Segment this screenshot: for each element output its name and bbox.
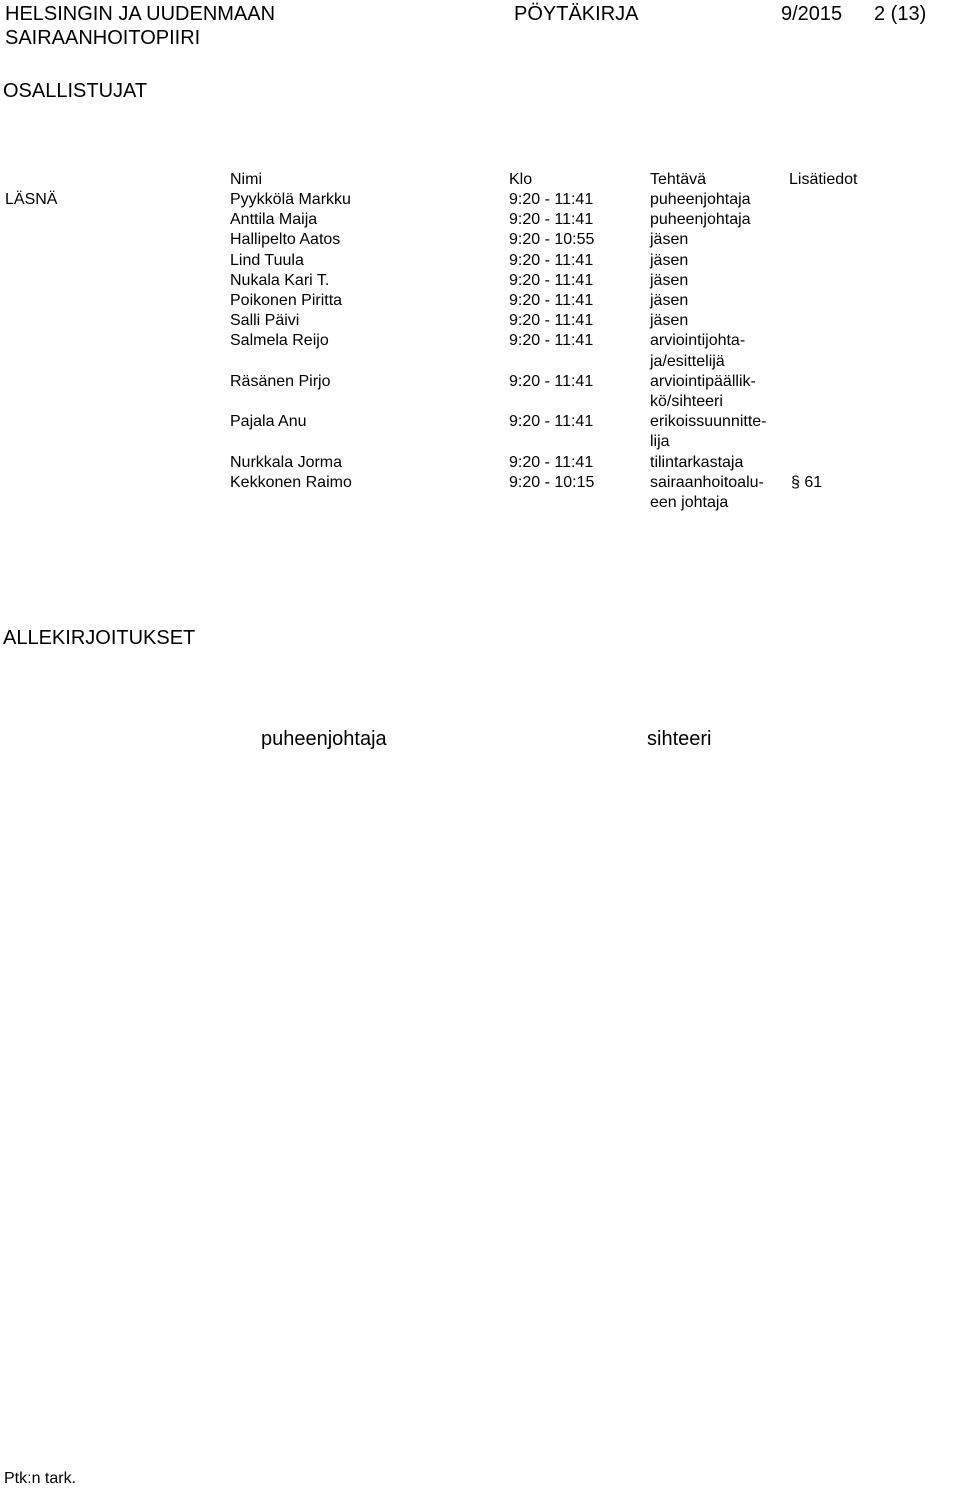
column-header-name: Nimi [230,171,262,188]
participant-role: puheenjohtaja [650,211,751,229]
participant-role: jäsen [650,312,689,330]
participant-role: ja/esittelijä [650,352,725,370]
participant-role: lija [650,433,670,451]
participant-name: Räsänen Pirjo [230,372,331,390]
participant-name: Salli Päivi [230,312,300,330]
participant-name: Poikonen Piritta [230,292,343,309]
participant-role: puheenjohtaja [650,191,751,208]
participant-role: jäsen [650,251,689,269]
participant-role: tilintarkastaja [650,453,744,471]
column-header-notes: Lisätiedot [789,171,858,188]
participant-time: 9:20 - 11:41 [509,271,594,289]
section-title-signatures: ALLEKIRJOITUKSET [3,627,196,649]
page-number: 2 (13) [874,3,927,25]
signature-label-chair: puheenjohtaja [261,728,387,750]
participant-time: 9:20 - 11:41 [509,332,594,350]
participant-name: Nurkkala Jorma [230,453,343,471]
participant-name: Anttila Maija [230,211,318,229]
participant-role: een johtaja [650,494,729,511]
signature-label-secretary: sihteeri [647,728,712,750]
minutes-checked-label: Ptk:n tark. [4,1470,77,1487]
org-name-line1: HELSINGIN JA UUDENMAAN [5,3,276,25]
participant-time: 9:20 - 10:55 [509,231,595,249]
doc-number: 9/2015 [781,3,843,25]
participant-name: Salmela Reijo [230,332,329,350]
participant-time: 9:20 - 11:41 [509,453,594,471]
participant-name: Nukala Kari T. [230,271,330,289]
participant-notes: § 61 [791,473,823,491]
participant-role: arviointijohta- [650,332,746,350]
participant-role: jäsen [650,231,689,249]
participant-time: 9:20 - 10:15 [509,473,595,491]
participant-time: 9:20 - 11:41 [509,372,594,390]
participant-time: 9:20 - 11:41 [509,191,594,208]
participant-role: jäsen [650,271,689,289]
participant-time: 9:20 - 11:41 [509,251,594,269]
participant-name: Pajala Anu [230,413,307,431]
participant-role: sairaanhoitoalu- [650,473,764,491]
doc-type: PÖYTÄKIRJA [514,3,639,25]
column-header-role: Tehtävä [650,171,707,188]
participant-name: Pyykkölä Markku [230,191,351,208]
participant-time: 9:20 - 11:41 [509,211,594,229]
participant-time: 9:20 - 11:41 [509,312,594,330]
participant-role: jäsen [650,292,689,309]
participant-role: arviointipäällik- [650,372,756,390]
section-title-participants: OSALLISTUJAT [3,80,148,102]
participant-name: Hallipelto Aatos [230,231,341,249]
attendance-group-label: LÄSNÄ [5,191,58,208]
participant-role: erikoissuunnitte- [650,413,767,431]
participant-time: 9:20 - 11:41 [509,413,594,431]
participant-role: kö/sihteeri [650,393,723,410]
org-name-line2: SAIRAANHOITOPIIRI [5,27,201,49]
participant-time: 9:20 - 11:41 [509,292,594,309]
participant-name: Lind Tuula [230,251,304,269]
participant-name: Kekkonen Raimo [230,473,352,491]
column-header-time: Klo [509,171,533,188]
